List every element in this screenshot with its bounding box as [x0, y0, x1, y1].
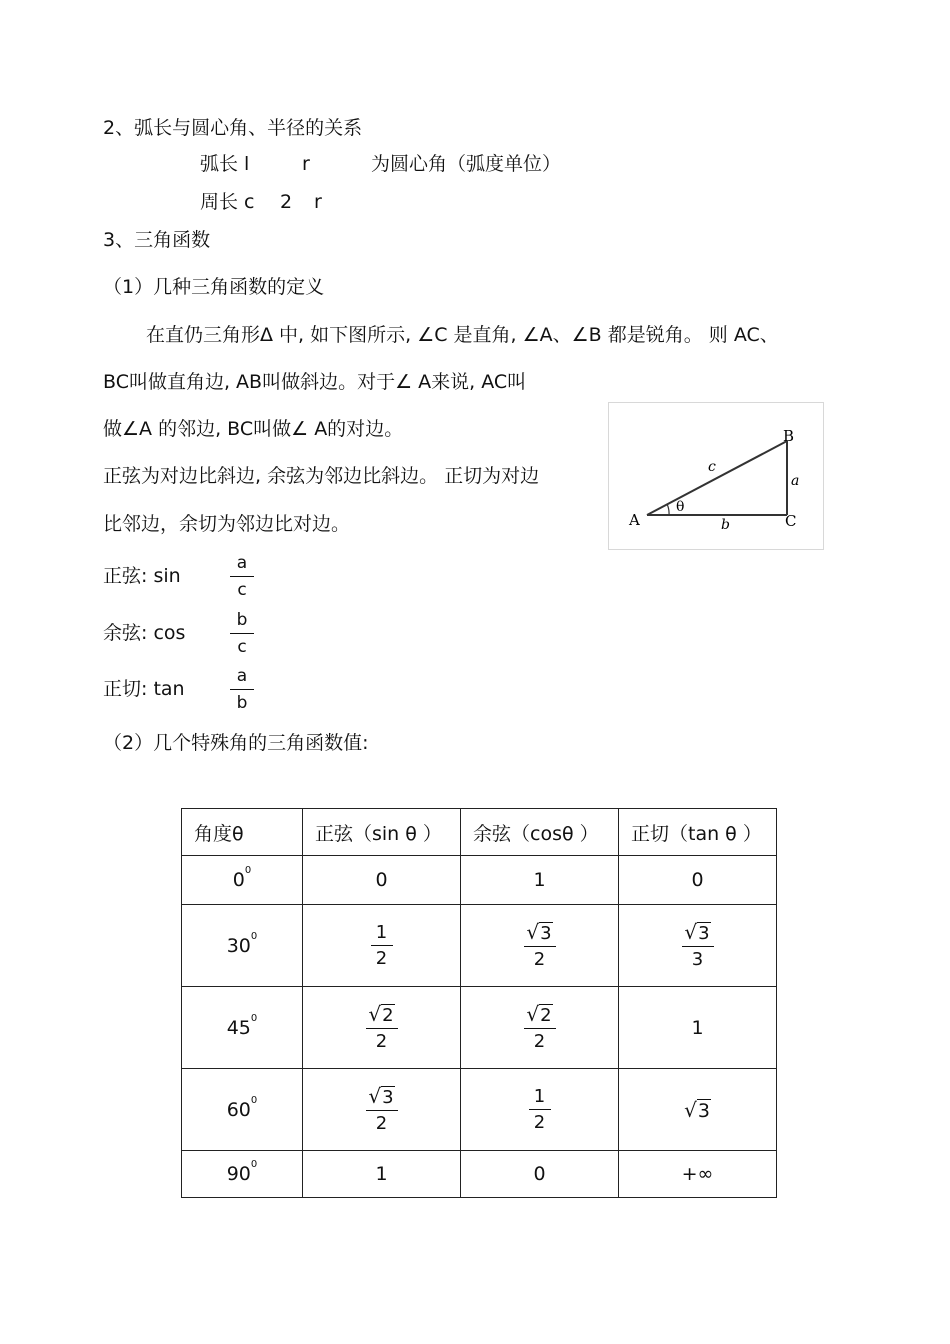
- table-row: [182, 1069, 777, 1151]
- cosine-cell: [461, 905, 619, 987]
- sqrt-radical: [526, 1003, 552, 1027]
- sine-cell: 1: [303, 1151, 461, 1198]
- sine-cell: [303, 1069, 461, 1151]
- header-cosine: 余弦（cosθ ）: [461, 809, 619, 856]
- header-sine: 正弦（sin θ ）: [303, 809, 461, 856]
- cosine-cell: 0: [461, 1151, 619, 1198]
- fraction-numerator: [682, 921, 714, 945]
- fraction-bar: [230, 576, 254, 577]
- tangent-definition-label: 正切: tan: [103, 678, 185, 700]
- vertex-b-label: B: [783, 427, 795, 445]
- angle-arc: [667, 504, 669, 515]
- section3-heading: 3、三角函数: [103, 229, 211, 251]
- fraction-bar: [366, 1110, 398, 1111]
- sqrt-sign: √: [368, 1083, 382, 1108]
- fraction-numerator: [366, 1003, 398, 1027]
- angle-cell: [182, 905, 303, 987]
- angle-cell: [182, 987, 303, 1069]
- radicand: 3: [540, 922, 552, 944]
- section2-heading: 2、弧长与圆心角、半径的关系: [103, 117, 363, 139]
- value-fraction: [524, 1003, 556, 1053]
- sqrt-sign: √: [368, 1001, 382, 1026]
- table-row: [182, 1151, 777, 1198]
- sqrt-radical: [368, 1085, 394, 1109]
- table-header-row: [182, 809, 777, 856]
- angle-value: 90: [226, 1163, 251, 1185]
- fraction-numerator: 1: [375, 921, 388, 943]
- sqrt-radical: [368, 1003, 394, 1027]
- tangent-cell: [619, 1069, 777, 1151]
- table-row: [182, 856, 777, 905]
- perimeter-label: 周长 c: [200, 191, 255, 213]
- cosine-cell: [461, 1069, 619, 1151]
- fraction-denominator: 2: [533, 1030, 546, 1052]
- sine-cell: [303, 905, 461, 987]
- sqrt-sign: √: [526, 1001, 540, 1026]
- degree-mark: 0: [250, 930, 258, 942]
- subsection2-heading: （2）几个特殊角的三角函数值:: [103, 732, 369, 754]
- side-b-label: b: [721, 517, 730, 533]
- sine-cell: [303, 987, 461, 1069]
- table-row: [182, 905, 777, 987]
- fraction-bar: [371, 945, 393, 946]
- fraction-numerator: [524, 921, 556, 945]
- fraction-denominator: 2: [533, 948, 546, 970]
- fraction-denominator: 2: [533, 1111, 546, 1133]
- table-row: [182, 987, 777, 1069]
- degree-mark: 0: [244, 865, 252, 876]
- vertex-c-label: C: [785, 512, 797, 530]
- value-fraction: [682, 921, 714, 971]
- fraction-numerator: [366, 1085, 398, 1109]
- fraction-denominator: b: [236, 693, 248, 713]
- right-triangle-figure: [608, 402, 824, 550]
- triangle-diagram: [609, 403, 825, 551]
- sqrt-sign: √: [526, 919, 540, 944]
- fraction-denominator: 3: [691, 948, 704, 970]
- perimeter-two: 2: [280, 191, 293, 213]
- degree-mark: 0: [250, 1012, 258, 1024]
- sqrt-sign: √: [684, 1097, 697, 1122]
- fraction-numerator: a: [236, 553, 248, 573]
- hypotenuse-line: [647, 441, 787, 515]
- definition-paragraph-line: 在直仍三角形Δ 中, 如下图所示, ∠C 是直角, ∠A、∠B 都是锐角。 则 AC、: [146, 324, 779, 346]
- value-fraction: [524, 921, 556, 971]
- cosine-fraction: [222, 609, 262, 658]
- radicand: 3: [697, 1099, 710, 1122]
- cosine-definition-label: 余弦: cos: [103, 622, 186, 644]
- tangent-cell: [619, 905, 777, 987]
- fraction-bar: [529, 1109, 551, 1110]
- sqrt-radical: [684, 1098, 711, 1122]
- subsection1-heading: （1）几种三角函数的定义: [103, 276, 325, 298]
- special-angles-table: [181, 808, 777, 1198]
- sqrt-sign: √: [684, 919, 698, 944]
- arc-length-label: 弧长 l: [200, 153, 250, 175]
- fraction-denominator: 2: [375, 1112, 388, 1134]
- fraction-bar: [524, 946, 556, 947]
- cosine-cell: [461, 987, 619, 1069]
- fraction-numerator: [524, 1003, 556, 1027]
- cosine-cell: 1: [461, 856, 619, 905]
- definition-paragraph-line: 正弦为对边比斜边, 余弦为邻边比斜边。 正切为对边: [103, 465, 540, 487]
- tangent-cell: +∞: [619, 1151, 777, 1198]
- tangent-cell: 1: [619, 987, 777, 1069]
- angle-value: 45: [226, 1016, 251, 1039]
- angle-cell: [182, 1151, 303, 1198]
- definition-paragraph-line: 比邻边，余切为邻边比对边。: [103, 513, 351, 535]
- header-tangent: 正切（tan θ ）: [619, 809, 777, 856]
- fraction-numerator: a: [236, 666, 248, 686]
- fraction-bar: [524, 1028, 556, 1029]
- arc-length-note: 为圆心角（弧度单位）: [371, 153, 562, 175]
- radicand: 3: [382, 1086, 394, 1108]
- fraction-numerator: b: [236, 610, 248, 630]
- value-fraction: [366, 1003, 398, 1053]
- theta-label: θ: [676, 499, 685, 515]
- vertex-a-label: A: [629, 511, 640, 529]
- radicand: 2: [382, 1004, 394, 1026]
- fraction-denominator: 2: [375, 1030, 388, 1052]
- radicand: 2: [540, 1004, 552, 1026]
- angle-cell: [182, 1069, 303, 1151]
- fraction-bar: [682, 946, 714, 947]
- fraction-denominator: c: [237, 637, 247, 657]
- degree-mark: 0: [250, 1094, 258, 1106]
- angle-cell: [182, 856, 303, 905]
- sine-definition-label: 正弦: sin: [103, 565, 181, 587]
- fraction-denominator: c: [237, 580, 247, 600]
- fraction-bar: [230, 633, 254, 634]
- side-c-label: c: [708, 459, 716, 475]
- sqrt-radical: [526, 921, 552, 945]
- definition-paragraph-line: 做∠A 的邻边, BC叫做∠ A的对边。: [103, 418, 404, 440]
- value-fraction: [366, 1085, 398, 1135]
- fraction-denominator: 2: [375, 947, 388, 969]
- definition-paragraph-line: BC叫做直角边, AB叫做斜边。对于∠ A来说, AC叫: [103, 371, 527, 393]
- arc-length-r: r: [302, 153, 310, 175]
- degree-mark: 0: [250, 1159, 258, 1170]
- angle-value: 30: [226, 934, 251, 957]
- fraction-numerator: 1: [533, 1085, 546, 1107]
- tangent-fraction: [222, 665, 262, 714]
- header-angle: 角度θ: [182, 809, 303, 856]
- value-fraction: [371, 922, 393, 970]
- sine-fraction: [222, 552, 262, 601]
- sqrt-radical: [684, 921, 710, 945]
- side-a-label: a: [791, 473, 800, 489]
- angle-value: 60: [226, 1098, 251, 1121]
- fraction-bar: [366, 1028, 398, 1029]
- fraction-bar: [230, 689, 254, 690]
- value-fraction: [529, 1086, 551, 1134]
- tangent-cell: 0: [619, 856, 777, 905]
- perimeter-r: r: [314, 191, 322, 213]
- radicand: 3: [698, 922, 710, 944]
- sine-cell: 0: [303, 856, 461, 905]
- angle-value: 0: [232, 869, 245, 891]
